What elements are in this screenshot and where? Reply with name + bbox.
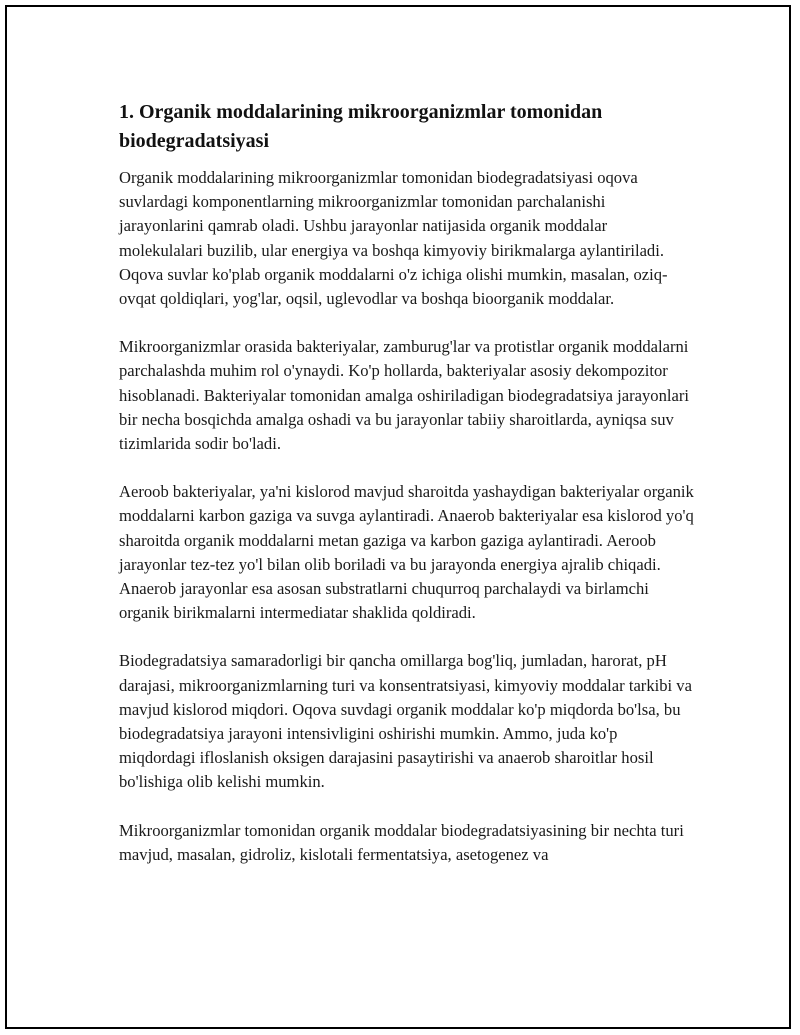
paragraph-3: Aeroob bakteriyalar, ya'ni kislorod mavjud sharoitda yashaydigan bakteriyalar organik moddalarni karbon gaziga va suvga aylantiradi. Anaerob bakteriyalar esa kislorod yo'q sharoitda organik moddalarni metan gaziga va karbon gaziga aylantiradi. Aeroob jarayonlar tez-tez yo'l bilan olib boriladi va bu jarayonda energiya ajralib chiqadi. Anaerob jarayonlar esa asosan substratlarni chuqurroq parchalaydi va birlamchi organik birikmalarni intermediatar shaklida qoldiradi.: [119, 482, 694, 623]
section-heading: 1. Organik moddalarining mikroorganizmlar tomonidan biodegradatsiyasi: [119, 101, 603, 152]
paragraph-5: Mikroorganizmlar tomonidan organik moddalar biodegradatsiyasining bir nechta turi mavjud, masalan, gidroliz, kislotali fermentatsiya, asetogenez va: [119, 820, 684, 864]
document-body: [119, 98, 694, 891]
paragraph-2: Mikroorganizmlar orasida bakteriyalar, zamburug'lar va protistlar organik moddalarni parchalashda muhim rol o'ynaydi. Ko'p hollarda, bakteriyalar asosiy dekompozitor hisoblanadi. Bakteriyalar tomonidan amalga oshiriladigan biodegradatsiya jarayonlari bir necha bosqichda amalga oshadi va bu jarayonlar tabiiy sharoitlarda, ayniqsa suv tizimlarida sodir bo'ladi.: [119, 337, 689, 454]
page-frame: [5, 5, 791, 1029]
paragraph-1: Organik moddalarining mikroorganizmlar tomonidan biodegradatsiyasi oqova suvlardagi komponentlarning mikroorganizmlar tomonidan parchalanishi jarayonlarini qamrab oladi. Ushbu jarayonlar natijasida organik moddalar molekulalari buzilib, ular energiya va boshqa kimyoviy birikmalarga aylantiriladi. Oqova suvlar ko'plab organik moddalarni o'z ichiga olishi mumkin, masalan, oziq-ovqat qoldiqlari, yog'lar, oqsil, uglevodlar va boshqa bioorganik moddalar.: [119, 168, 668, 309]
paragraph-4: Biodegradatsiya samaradorligi bir qancha omillarga bog'liq, jumladan, harorat, pH darajasi, mikroorganizmlarning turi va konsentratsiyasi, kimyoviy moddalar tarkibi va mavjud kislorod miqdori. Oqova suvdagi organik moddalar ko'p miqdorda bo'lsa, bu biodegradatsiya jarayoni intensivligini oshirishi mumkin. Ammo, juda ko'p miqdordagi ifloslanish oksigen darajasini pasaytirishi va anaerob sharoitlar hosil bo'lishiga olib kelishi mumkin.: [119, 651, 692, 792]
